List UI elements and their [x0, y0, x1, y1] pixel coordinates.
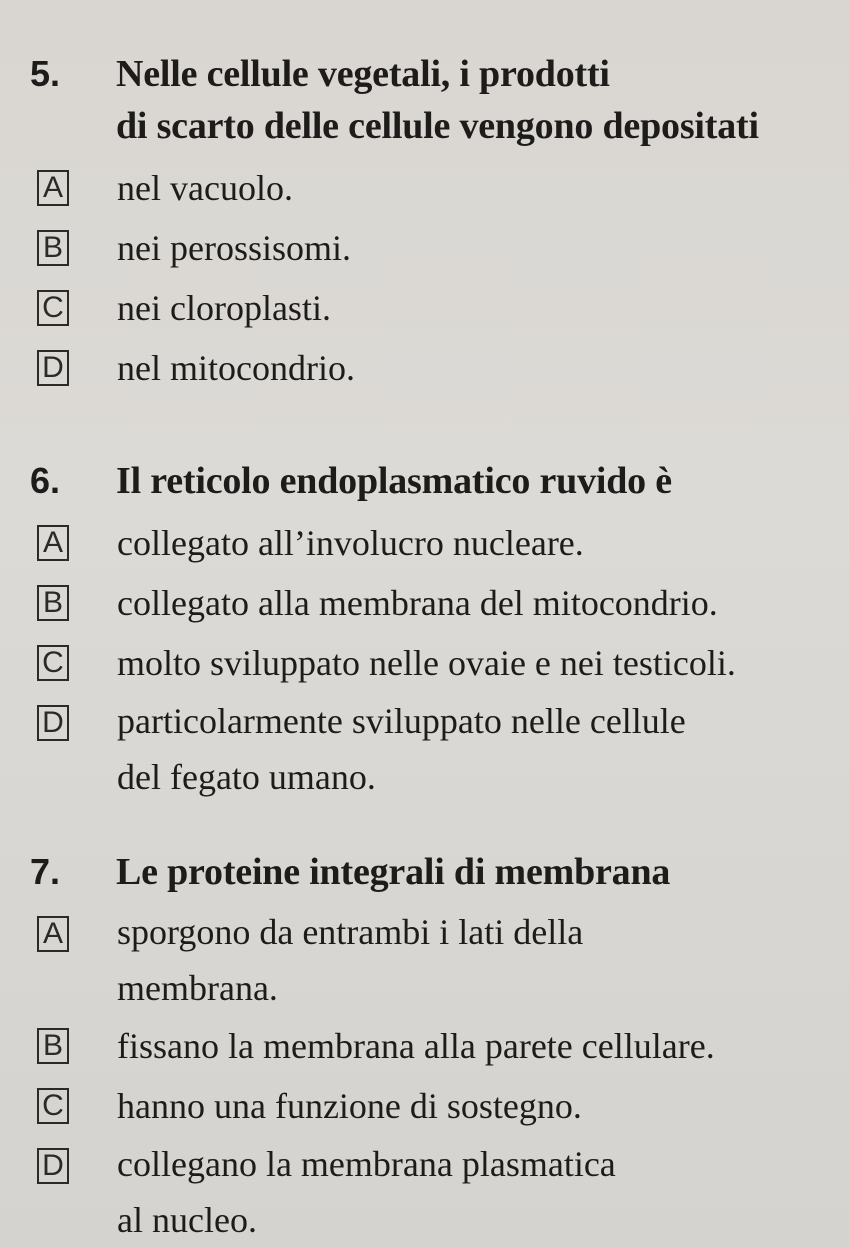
option-text-line: collegano la membrana plasmatica: [117, 1144, 616, 1184]
option-a[interactable]: [37, 904, 840, 1016]
options-list: [30, 904, 840, 1248]
options-list: [30, 513, 840, 805]
option-c[interactable]: [37, 278, 840, 338]
question-stem: Le proteine integrali di membrana: [116, 851, 671, 893]
option-text-line: particolarmente sviluppato nelle cellule: [117, 701, 686, 741]
option-text: [117, 1136, 616, 1248]
option-b[interactable]: [37, 573, 840, 633]
option-text-line: al nucleo.: [117, 1200, 257, 1240]
option-d[interactable]: [37, 693, 840, 805]
question-header: [30, 846, 840, 898]
question-header: [30, 48, 840, 152]
option-text: molto sviluppato nelle ovaie e nei testicoli.: [117, 643, 736, 683]
option-text: nel vacuolo.: [117, 168, 293, 208]
option-text: [117, 904, 583, 1016]
question-stem: Il reticolo endoplasmatico ruvido è: [116, 460, 672, 502]
option-text: collegato all’involucro nucleare.: [117, 523, 584, 563]
stem-line: di scarto delle cellule vengono depositati: [116, 105, 759, 147]
option-text: nel mitocondrio.: [117, 348, 355, 388]
question-7: [30, 846, 840, 1248]
option-d[interactable]: [37, 338, 840, 398]
question-6: [30, 455, 840, 805]
option-text: hanno una funzione di sostegno.: [117, 1086, 582, 1126]
option-text: nei cloroplasti.: [117, 288, 331, 328]
option-a[interactable]: [37, 158, 840, 218]
option-b[interactable]: [37, 1016, 840, 1076]
question-header: [30, 455, 840, 507]
option-c[interactable]: [37, 1076, 840, 1136]
option-letter-box: A: [37, 170, 69, 206]
option-letter-box: D: [37, 350, 69, 386]
option-text: [117, 693, 686, 805]
option-a[interactable]: [37, 513, 840, 573]
option-letter-box: A: [37, 525, 69, 561]
option-text: nei perossisomi.: [117, 228, 351, 268]
option-d[interactable]: [37, 1136, 840, 1248]
option-c[interactable]: [37, 633, 840, 693]
option-letter-box: D: [37, 1148, 69, 1184]
option-letter-box: C: [37, 645, 69, 681]
stem-line: Nelle cellule vegetali, i prodotti: [116, 53, 610, 95]
option-text: fissano la membrana alla parete cellulare.: [117, 1026, 715, 1066]
option-b[interactable]: [37, 218, 840, 278]
option-text-line: del fegato umano.: [117, 757, 376, 797]
question-5: [30, 48, 840, 398]
option-text-line: sporgono da entrambi i lati della: [117, 912, 584, 952]
question-number: 5.: [30, 53, 61, 94]
options-list: [30, 158, 840, 398]
option-letter-box: A: [37, 916, 69, 952]
option-text-line: membrana.: [117, 968, 278, 1008]
option-letter-box: B: [37, 1028, 69, 1064]
option-letter-box: C: [37, 290, 69, 326]
option-text: collegato alla membrana del mitocondrio.: [117, 583, 718, 623]
question-stem: [116, 48, 759, 152]
question-number: 6.: [30, 460, 61, 501]
option-letter-box: B: [37, 230, 69, 266]
question-number: 7.: [30, 851, 61, 892]
option-letter-box: C: [37, 1088, 69, 1124]
option-letter-box: B: [37, 585, 69, 621]
option-letter-box: D: [37, 705, 69, 741]
